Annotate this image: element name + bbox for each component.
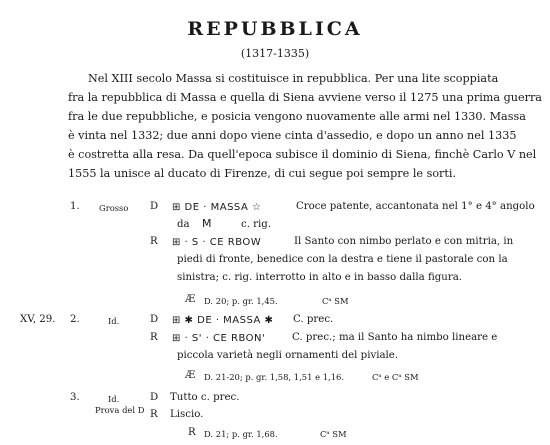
reverse-description: Il Santo con nimbo perlato e con mitria, in [294,236,514,247]
intro-line: fra le due repubbliche, e posicia vengono nuovamente alle armi nel 1330. Massa [68,110,526,123]
collection-ref: Cᵃ e Cᵃ SM [372,372,419,382]
collection-ref: Cᵃ SM [322,296,349,306]
intro-line: Nel XIII secolo Massa si costituisce in repubblica. Per una lite scoppiata [88,72,499,85]
reverse-legend: ⊞ · S · CE RBOW [172,237,262,248]
intro-line: è costretta alla resa. Da quell'epoca subisce il dominio di Siena, finchè Carlo V nel [68,148,537,161]
reverse-legend: ⊞ · S' · CE RBON' [172,333,266,344]
obverse-description: C. prec. [293,314,334,325]
coin-name-note: Prova del D [95,405,145,415]
intro-line: 1555 la unisce al ducato di Firenze, di cui segue poi sempre le sorti. [68,167,457,180]
reverse-description: piccola varietà negli ornamenti del piviale. [177,350,399,361]
obverse-legend: ⊞ ✱ DE · MASSA ✱ [172,315,274,326]
reverse-symbol: R [150,409,158,420]
coin-name: Id. [108,394,120,404]
reverse-description: piedi di fronte, benedice con la destra e tiene il pastorale con la [177,254,508,265]
mint-mark-icon: M [202,217,212,230]
obverse-description: Croce patente, accantonata nel 1° e 4° angolo [296,201,535,212]
obverse-symbol: D [150,314,159,325]
metal-mark: R [188,427,196,438]
reverse-description: Liscio. [170,409,204,420]
obverse-symbol: D [150,201,159,212]
collection-ref: Cᵃ SM [320,429,347,439]
intro-line: fra la repubblica di Massa e quella di Siena avviene verso il 1275 una prima guerra [68,91,542,104]
entry-number: 1. [70,201,80,212]
coin-name: Id. [108,316,120,326]
obverse-description: da [177,219,190,230]
page-dates: (1317-1335) [240,47,310,60]
metal-mark: Æ [185,294,196,305]
intro-line: è vinta nel 1332; due anni dopo viene cinta d'assedio, e dopo un anno nel 1335 [68,129,517,142]
entry-number: 3. [70,392,80,403]
reverse-symbol: R [150,236,158,247]
reverse-description: C. prec.; ma il Santo ha nimbo lineare e [292,332,498,343]
obverse-symbol: D [150,392,159,403]
page-title: REPUBBLICA [187,18,363,40]
coin-name: Grosso [99,203,129,213]
coin-specs: D. 21-20; p. gr. 1,58, 1,51 e 1,16. [204,372,345,382]
metal-mark: Æ [185,370,196,381]
reverse-description: sinistra; c. rig. interrotto in alto e in basso dalla figura. [177,272,463,283]
obverse-description: c. rig. [241,219,272,230]
obverse-legend: ⊞ DE · MASSA ☆ [172,202,262,213]
coin-specs: D. 21; p. gr. 1,68. [204,429,278,439]
reverse-symbol: R [150,332,158,343]
entry-number: 2. [70,314,80,325]
coin-specs: D. 20; p. gr. 1,45. [204,296,278,306]
plate-reference: XV, 29. [20,314,56,325]
obverse-description: Tutto c. prec. [170,392,240,403]
